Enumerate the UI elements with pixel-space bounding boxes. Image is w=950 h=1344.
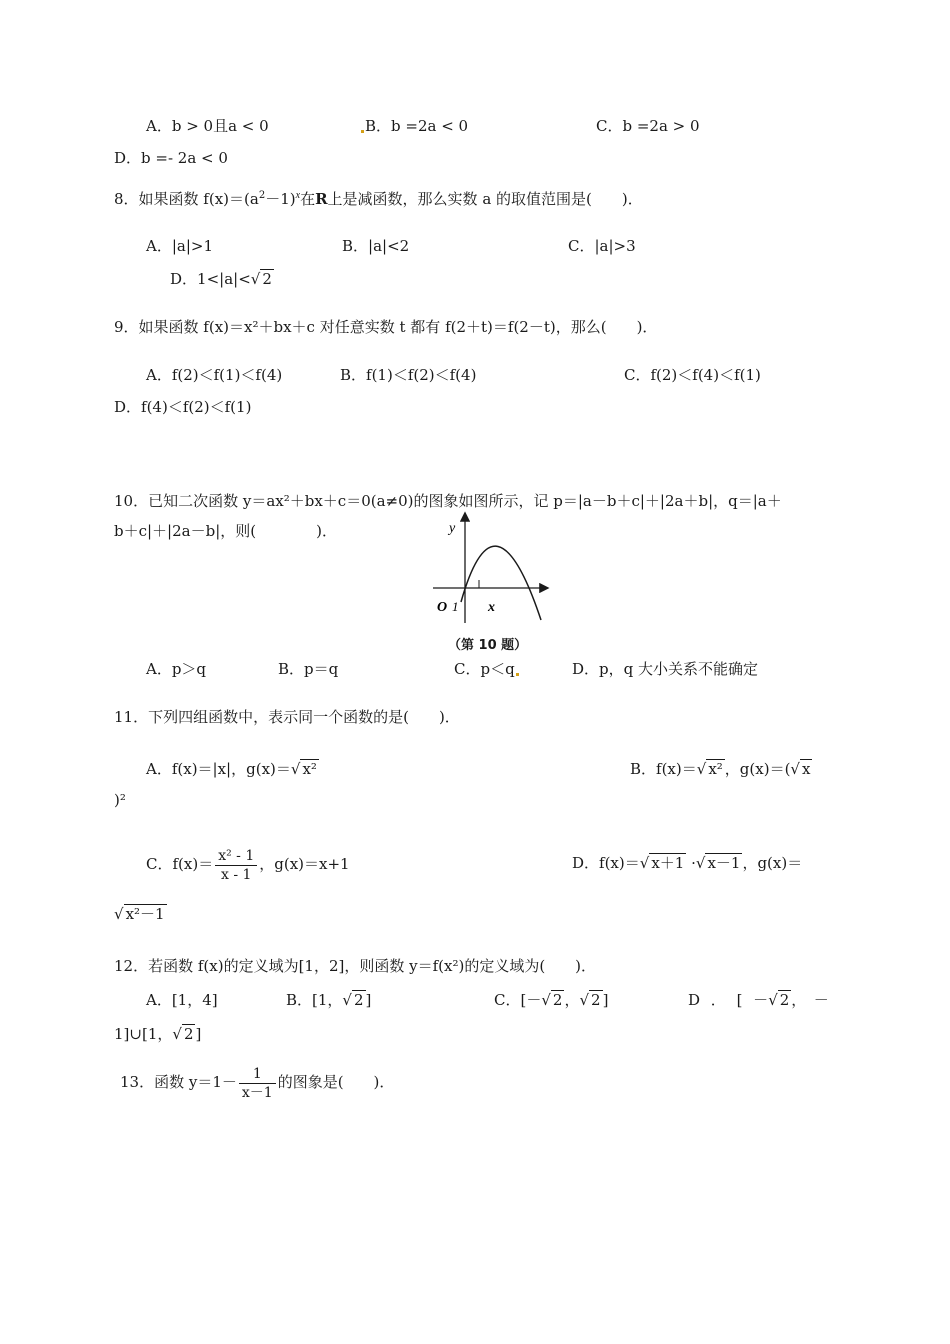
- q11-option-b-cont: )²: [114, 791, 126, 809]
- label-one: 1: [452, 599, 459, 614]
- fraction: $\frac{\text{x² - 1}}{x - 1}$: [215, 847, 257, 884]
- sqrt-symbol: √ x: [790, 760, 811, 778]
- q11-option-d-cont: [114, 904, 167, 924]
- fraction: $\frac{1}{x-1}$: [239, 1065, 276, 1102]
- q8-option-b: B．|a|<2: [342, 237, 410, 255]
- q12-option-d-cont: 1]∪[1，√ 2 ]: [114, 1025, 202, 1043]
- q7-option-c: C．b =2a > 0: [596, 117, 700, 135]
- q10-option-c: C．p＜q: [454, 659, 520, 679]
- label-y: y: [449, 521, 456, 536]
- q9-option-c: C．f(2)＜f(4)＜f(1): [624, 366, 761, 384]
- q12-option-d: D ． [ －√ 2 ， －: [688, 991, 829, 1009]
- sqrt-symbol: √ 2: [541, 991, 563, 1009]
- sqrt-symbol: √ x²－1: [114, 905, 165, 923]
- q11-option-b: B．f(x)＝√ x² ，g(x)＝(√ x: [630, 760, 811, 778]
- sqrt-symbol: √ 2: [579, 991, 601, 1009]
- q9-option-d: D．f(4)＜f(2)＜f(1): [114, 398, 252, 416]
- q8-option-c: C．|a|>3: [568, 237, 636, 255]
- q10-stem-line2: b＋c|＋|2a－b|，则( )．: [114, 522, 337, 540]
- sqrt-symbol: √ x－1: [695, 854, 741, 872]
- q10-option-d: D．p，q 大小关系不能确定: [572, 660, 758, 678]
- sqrt-symbol: √ 2: [768, 991, 790, 1009]
- q10-option-a: A．p＞q: [146, 660, 207, 678]
- label-x: x: [488, 600, 495, 615]
- q8-option-d: D．1<|a|<√ 2: [170, 270, 272, 288]
- stray-mark: [361, 130, 364, 133]
- q9-option-b: B．f(1)＜f(2)＜f(4): [340, 366, 477, 384]
- sqrt-symbol: √ 2: [342, 991, 364, 1009]
- q10-option-b: B．p＝q: [278, 660, 339, 678]
- q10-figure-caption: （第 10 题）: [448, 638, 528, 653]
- q11-option-a: A．f(x)＝|x|，g(x)＝√ x²: [146, 760, 317, 778]
- q12-stem: 12．若函数 f(x)的定义域为[1，2]，则函数 y＝f(x²)的定义域为( )．: [114, 957, 597, 975]
- q10-stem-line1: 10．已知二次函数 y＝ax²＋bx＋c＝0(a≠0)的图象如图所示，记 p＝|a－b＋c|＋|2a＋b|，q＝|a＋: [114, 492, 782, 510]
- q8-stem: 8．如果函数 $f(x)=(a^2-1)^x$在R上是减函数，那么实数 a 的取值范围是( )．: [114, 190, 643, 208]
- q7-option-b: B．b =2a < 0: [360, 116, 468, 136]
- q7-option-a: A．b > 0且a < 0: [146, 117, 269, 135]
- q7-option-d: D．b =- 2a < 0: [114, 149, 228, 167]
- parabola-curve: [461, 546, 541, 620]
- q12-option-a: A．[1，4]: [146, 991, 218, 1009]
- q11-option-c: C．f(x)＝ $\frac{\text{x² - 1}}{x - 1}$ ，g(x)＝x+1: [146, 847, 350, 883]
- q11-stem: 11．下列四组函数中，表示同一个函数的是( )．: [114, 708, 460, 726]
- q10-parabola-figure: [425, 508, 555, 628]
- stray-mark: [516, 673, 519, 676]
- sqrt-symbol: √ 2: [250, 270, 272, 288]
- q9-stem: 9．如果函数 f(x)＝x²＋bx＋c 对任意实数 t 都有 f(2＋t)＝f(2－t)，那么( )．: [114, 318, 658, 336]
- q8-option-a: A．|a|>1: [146, 237, 213, 255]
- q9-option-a: A．f(2)＜f(1)＜f(4): [146, 366, 283, 384]
- q12-option-c: C．[－√ 2 ，√ 2 ]: [494, 991, 609, 1009]
- q11-option-d: D．f(x)＝√ x＋1 ·√ x－1 ，g(x)＝: [572, 854, 803, 872]
- label-origin: O: [437, 600, 448, 615]
- sqrt-symbol: √ 2: [172, 1025, 194, 1043]
- q13-stem: 13．函数 y＝1－ $\frac{1}{x-1}$ 的图象是( )．: [120, 1065, 395, 1101]
- sqrt-symbol: √ x＋1: [639, 854, 685, 872]
- sqrt-symbol: √ x²: [696, 760, 723, 778]
- q12-option-b: B．[1，√ 2 ]: [286, 991, 372, 1009]
- sqrt-symbol: √ x²: [290, 760, 317, 778]
